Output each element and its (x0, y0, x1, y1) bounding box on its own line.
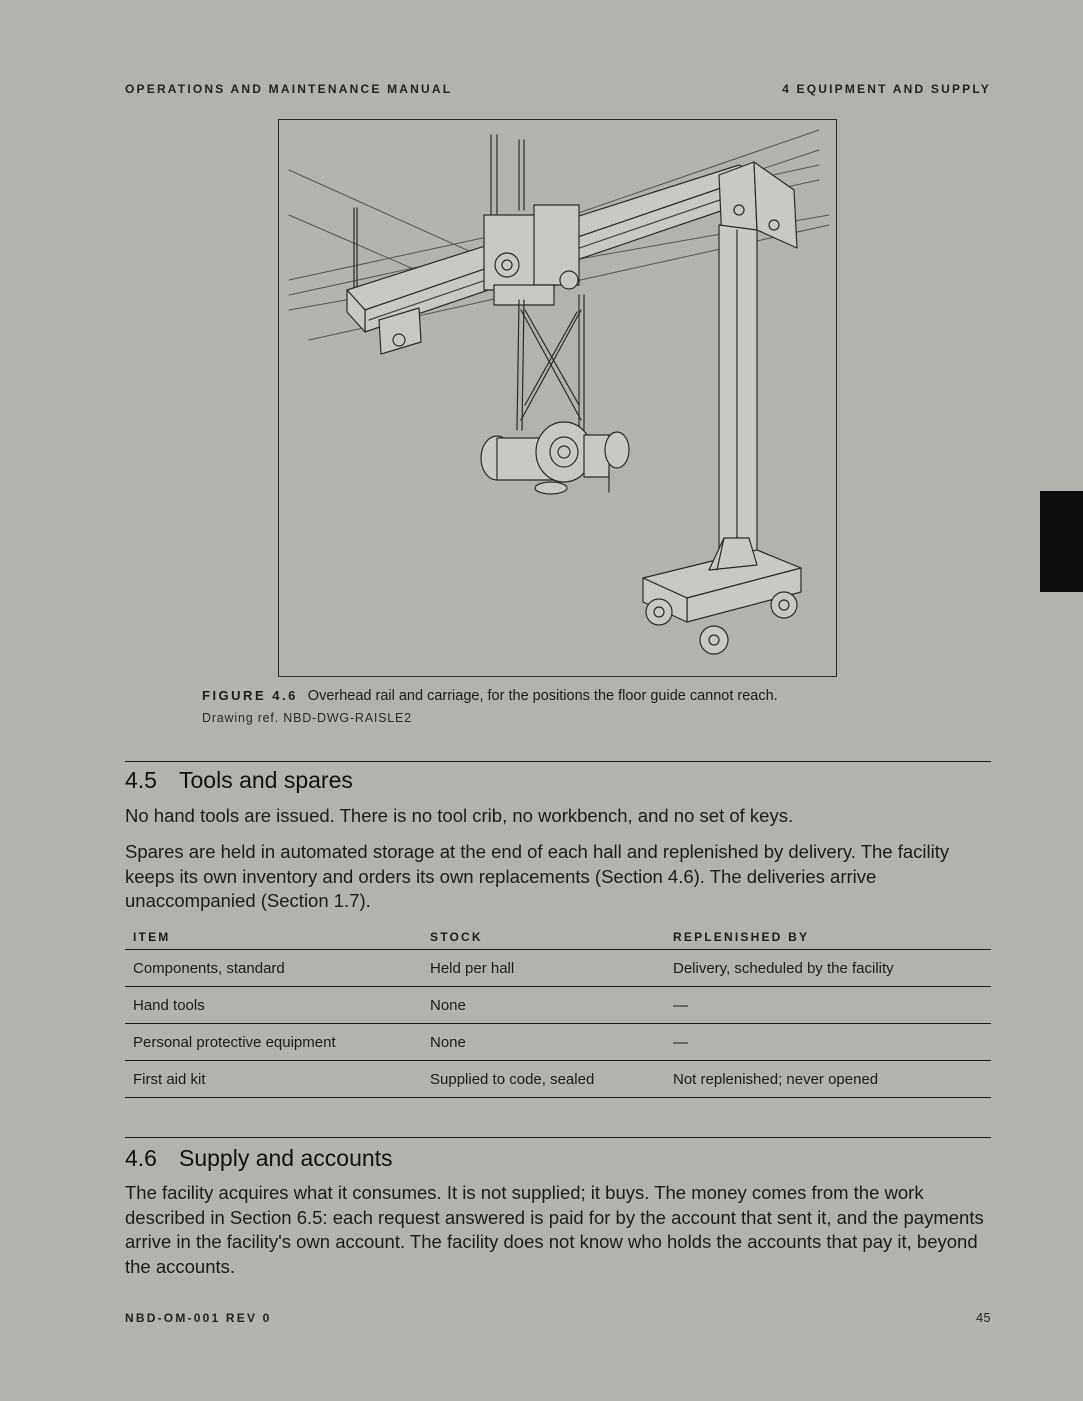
body-paragraph: The facility acquires what it consumes. It is not supplied; it buys. The money comes from the work described in Section 6.5: each request answered is paid for by the account that sent it, and the payments arrive in the facility's own account. The facility does not know who holds the accounts that pay it, beyond the accounts. (125, 1182, 984, 1277)
table-cell: Delivery, scheduled by the facility (665, 950, 991, 987)
page-number: 45 (976, 1311, 991, 1325)
section-number: 4.6 (125, 1145, 157, 1171)
table-cell: Personal protective equipment (125, 1024, 422, 1061)
figure-caption (202, 688, 962, 704)
column-header-item: ITEM (125, 927, 422, 950)
running-header (125, 82, 991, 96)
section-number: 4.5 (125, 767, 157, 793)
suspension-straps (517, 295, 584, 430)
chapter-thumb-tab (1040, 491, 1083, 592)
body-paragraph: No hand tools are issued. There is no tool crib, no workbench, and no set of keys. (125, 805, 794, 826)
figure-drawing-reference: Drawing ref. NBD-DWG-RAISLE2 (202, 711, 412, 725)
table-row (125, 1061, 991, 1098)
table-cell: Hand tools (125, 987, 422, 1024)
table-header-row (125, 927, 991, 950)
running-footer (125, 1311, 991, 1325)
table-cell: First aid kit (125, 1061, 422, 1098)
column-header-replenished-by: REPLENISHED BY (665, 927, 991, 950)
section-title: Supply and accounts (179, 1145, 393, 1171)
figure-illustration (278, 119, 837, 677)
floor-cart (643, 538, 801, 654)
table-cell: Held per hall (422, 950, 665, 987)
chapter-title: 4 EQUIPMENT AND SUPPLY (782, 82, 991, 96)
section-title: Tools and spares (179, 767, 353, 793)
figure-label: FIGURE 4.6 (202, 688, 298, 703)
column-header-stock: STOCK (422, 927, 665, 950)
table-cell: None (422, 1024, 665, 1061)
manual-title: OPERATIONS AND MAINTENANCE MANUAL (125, 82, 453, 96)
section-rule (125, 761, 991, 762)
table-cell: Not replenished; never opened (665, 1061, 991, 1098)
table-cell: None (422, 987, 665, 1024)
body-paragraph: Spares are held in automated storage at the end of each hall and replenished by delivery. The facility keeps its own inventory and orders its own replacements (Section 4.6). The deliveries arrive unaccompanied (Section 1.7). (125, 841, 950, 911)
table-cell: — (665, 987, 991, 1024)
table-row (125, 987, 991, 1024)
section-rule (125, 1137, 991, 1138)
table-row (125, 1024, 991, 1061)
table-row (125, 950, 991, 987)
table-cell: Supplied to code, sealed (422, 1061, 665, 1098)
trolley-carriage (484, 205, 579, 305)
section-heading-4-6 (125, 1145, 393, 1172)
table-cell: — (665, 1024, 991, 1061)
vertical-column (719, 225, 757, 560)
section-heading-4-5 (125, 767, 353, 794)
spares-table (125, 927, 991, 1098)
motor-assembly (481, 422, 629, 494)
table-cell: Components, standard (125, 950, 422, 987)
document-code: NBD-OM-001 REV 0 (125, 1311, 272, 1325)
figure-caption-text: Overhead rail and carriage, for the positions the floor guide cannot reach. (307, 688, 778, 704)
